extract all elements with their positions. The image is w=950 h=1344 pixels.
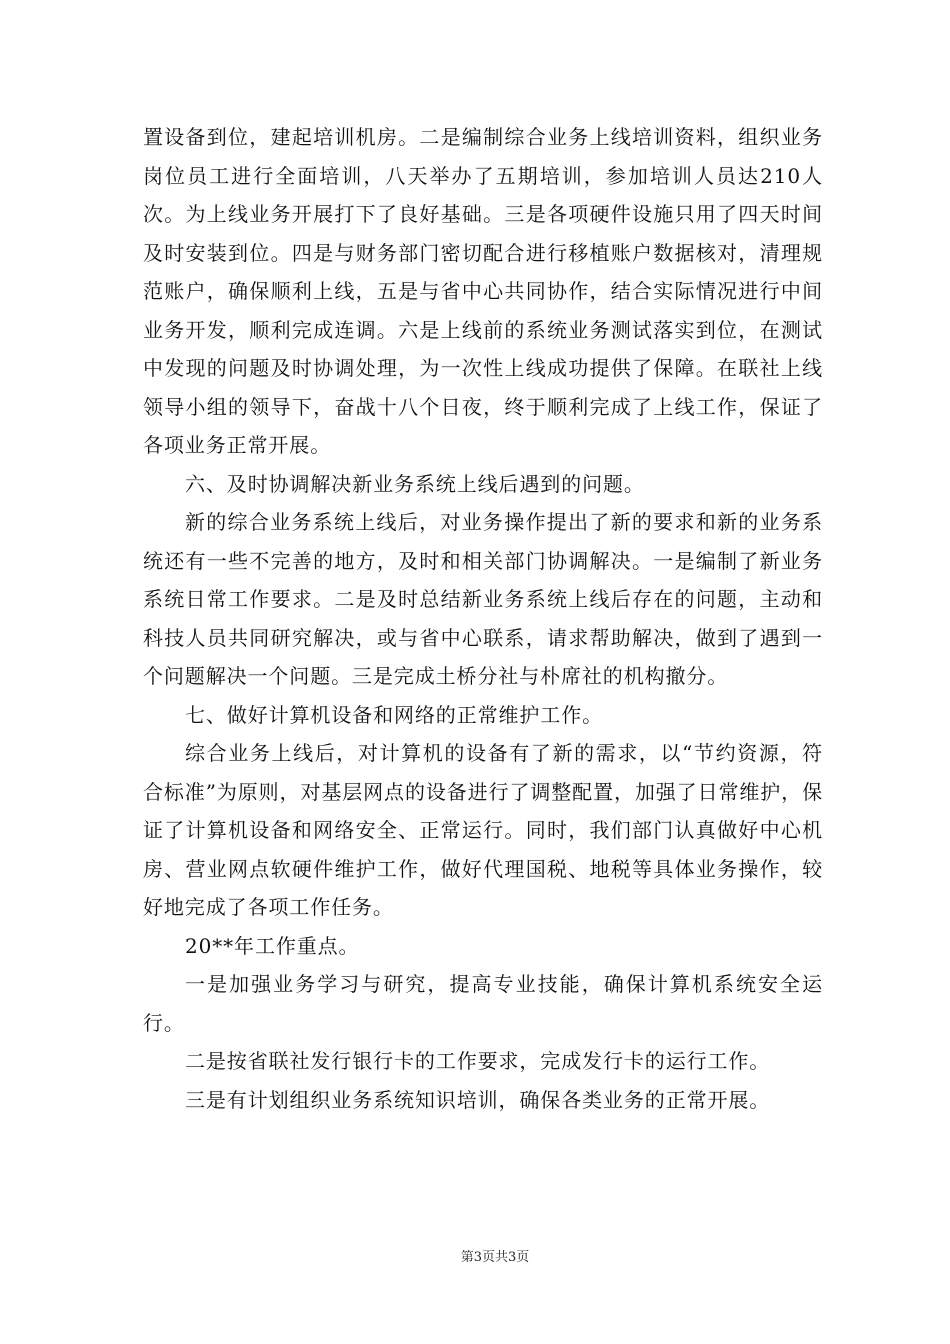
document-body	[143, 118, 823, 1119]
priority-item-one: 一是加强业务学习与研究，提高专业技能，确保计算机系统安全运行。	[143, 972, 823, 1035]
priority-item-three: 三是有计划组织业务系统知识培训，确保各类业务的正常开展。	[185, 1087, 771, 1112]
priority-item-two: 二是按省联社发行银行卡的工作要求，完成发行卡的运行工作。	[185, 1049, 771, 1073]
paragraph-section-seven: 综合业务上线后，对计算机的设备有了新的需求，以“节约资源，符合标准”为原则，对基层网点的设备进行了调整配置，加强了日常维护，保证了计算机设备和网络安全、正常运行。同时，我们部门认真做好中心机房、营业网点软硬件维护工作，做好代理国税、地税等具体业务操作，较好地完成了各项工作任务。	[143, 741, 823, 919]
paragraph-section-six: 新的综合业务系统上线后，对业务操作提出了新的要求和新的业务系统还有一些不完善的地方，及时和相关部门协调解决。一是编制了新业务系统日常工作要求。二是及时总结新业务系统上线后存在的问题，主动和科技人员共同研究解决，或与省中心联系，请求帮助解决，做到了遇到一个问题解决一个问题。三是完成土桥分社与朴席社的机构撤分。	[143, 510, 823, 688]
paragraph-continuation: 置设备到位，建起培训机房。二是编制综合业务上线培训资料，组织业务岗位员工进行全面培训，八天举办了五期培训，参加培训人员达210人次。为上线业务开展打下了良好基础。三是各项硬件设施只用了四天时间及时安装到位。四是与财务部门密切配合进行移植账户数据核对，清理规范账户，确保顺利上线，五是与省中心共同协作，结合实际情况进行中间业务开发，顺利完成连调。六是上线前的系统业务测试落实到位，在测试中发现的问题及时协调处理，为一次性上线成功提供了保障。在联社上线领导小组的领导下，奋战十八个日夜，终于顺利完成了上线工作，保证了各项业务正常开展。	[143, 125, 823, 457]
page-number-footer: 第3页共3页	[460, 1250, 530, 1265]
section-heading-six: 六、及时协调解决新业务系统上线后遇到的问题。	[185, 471, 645, 496]
section-heading-seven: 七、做好计算机设备和网络的正常维护工作。	[185, 702, 603, 727]
section-heading-priorities: 20**年工作重点。	[185, 933, 360, 958]
